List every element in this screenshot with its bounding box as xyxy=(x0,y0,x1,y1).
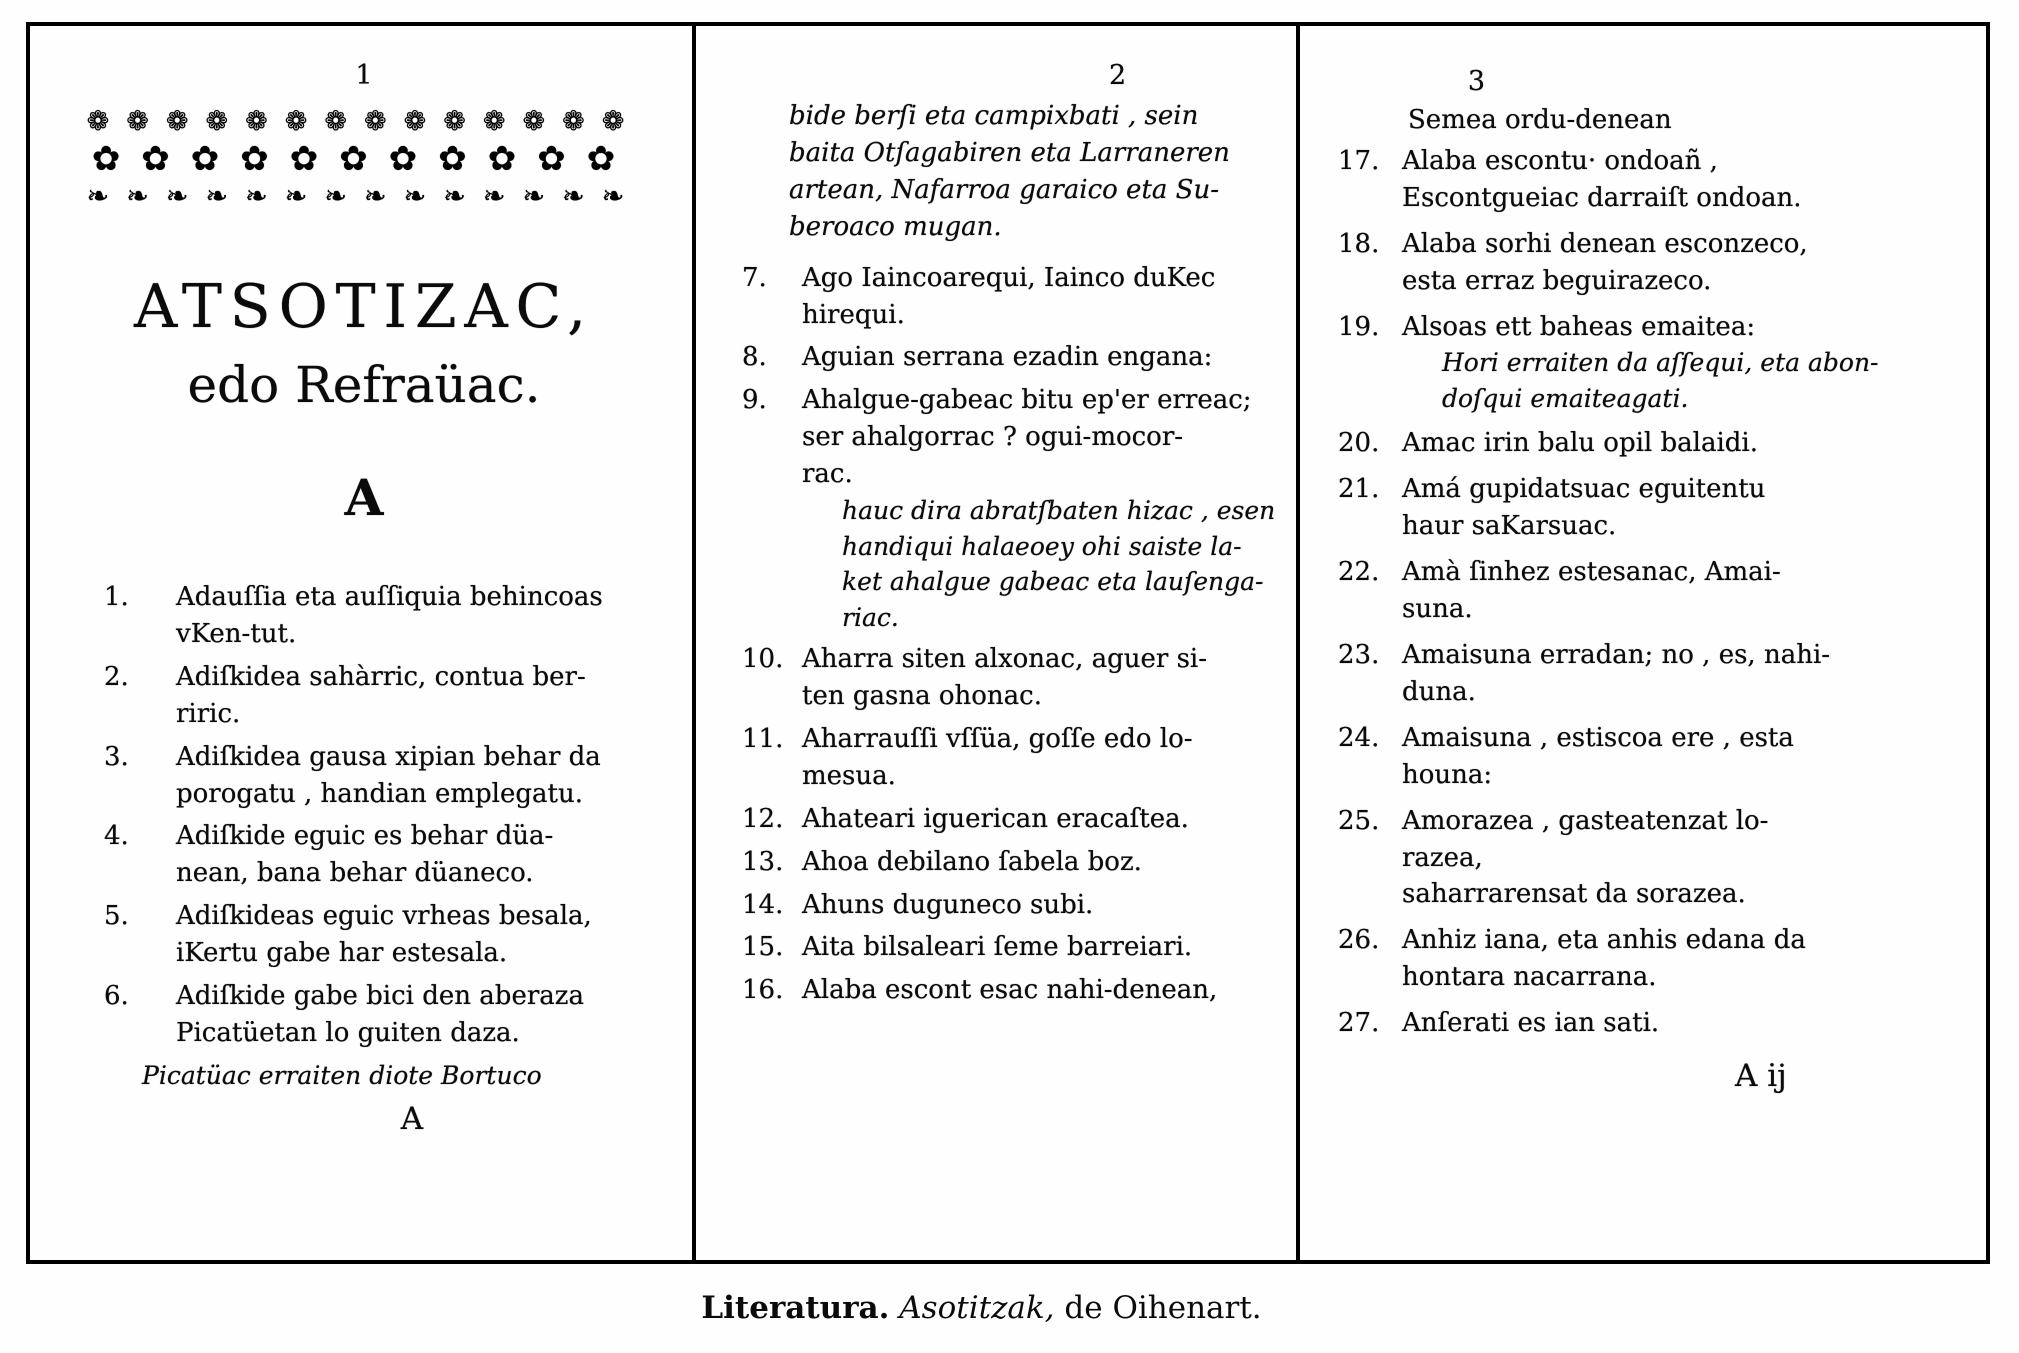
italic-line: baita Otſagabiren eta Larraneren xyxy=(789,137,1230,168)
proverb-entry xyxy=(1328,803,1964,914)
entry-line: Ahateari iguerican eracaſtea. xyxy=(802,803,1189,834)
proverb-entry xyxy=(724,972,1274,1009)
entry-number: 25. xyxy=(1338,805,1380,836)
proverb-list-2 xyxy=(724,260,1274,1010)
entry-line: esta erraz beguirazeco. xyxy=(1402,265,1712,296)
entry-lines xyxy=(176,978,670,1052)
entry-line: mesua. xyxy=(802,760,896,791)
entry-lines xyxy=(1402,720,1964,794)
entry-lines xyxy=(802,844,1274,881)
proverb-entry xyxy=(724,339,1274,376)
entry-number: 13. xyxy=(742,846,784,877)
entry-lines xyxy=(1402,554,1964,628)
signature-mark-a: A xyxy=(400,1101,424,1138)
entry-number: 15. xyxy=(742,932,784,963)
section-letter-a: A xyxy=(344,468,384,527)
proverb-entry xyxy=(724,844,1274,881)
entry-number: 14. xyxy=(742,889,784,920)
footnote-italic: Picatüac erraiten diote Bortuco xyxy=(142,1060,542,1090)
proverb-list-3 xyxy=(1328,143,1964,1042)
entry-line: vKen-tut. xyxy=(176,618,297,649)
entry-line: ser ahalgorrac ? ogui-mocor- xyxy=(802,422,1184,453)
entry-commentary-line: handiqui halaeoey ohi saiste la- xyxy=(842,531,1242,561)
entry-lines xyxy=(1402,922,1964,996)
entry-commentary-line: ket ahalgue gabeac eta lauſenga- xyxy=(842,567,1264,597)
entry-lines xyxy=(1402,226,1964,300)
ornament-row: ✿✿✿✿✿✿✿✿✿✿✿ xyxy=(91,142,637,176)
entry-lines xyxy=(176,659,670,733)
entry-number: 10. xyxy=(742,644,784,675)
proverb-entry xyxy=(1328,922,1964,996)
entry-lines xyxy=(1402,471,1964,545)
proverb-entry xyxy=(1328,425,1964,462)
entry-lines xyxy=(176,818,670,892)
proverb-entry xyxy=(1328,637,1964,711)
entry-lines xyxy=(802,382,1274,635)
entry-line: ten gasna ohonac. xyxy=(802,680,1042,711)
entry-line: riric. xyxy=(176,698,241,729)
entry-lines xyxy=(802,972,1274,1009)
italic-line: artean, Nafarroa garaico eta Su- xyxy=(789,174,1220,205)
entry-line: iKertu gabe har estesala. xyxy=(176,938,508,969)
ornament-row: ❧❧❧❧❧❧❧❧❧❧❧❧❧❧ xyxy=(86,183,642,210)
entry-line: Adiſkidea sahàrric, contua ber- xyxy=(176,661,586,692)
entry-lines xyxy=(802,801,1274,838)
entry-line: houna: xyxy=(1402,759,1493,790)
entry-line: nean, bana behar düaneco. xyxy=(176,858,534,889)
entry-number: 3. xyxy=(104,741,129,772)
entry-lines xyxy=(176,739,670,813)
book-title: ATSOTIZAC, xyxy=(134,272,594,342)
entry-line: Escontgueiac darraiſt ondoan. xyxy=(1402,182,1802,213)
entry-number: 19. xyxy=(1338,311,1380,342)
entry-line: Adiſkidea gausa xipian behar da xyxy=(176,741,601,772)
proverb-entry xyxy=(58,898,670,972)
entry-line: Alsoas ett baheas emaitea: xyxy=(1402,311,1756,342)
entry-lines xyxy=(1402,309,1964,417)
entry-lines xyxy=(1402,637,1964,711)
entry-lines xyxy=(802,887,1274,924)
proverb-entry xyxy=(1328,720,1964,794)
entry-number: 8. xyxy=(742,342,767,373)
caption-work-title: Asotitzak, xyxy=(889,1290,1055,1326)
entry-lines xyxy=(802,641,1274,715)
entry-number: 4. xyxy=(104,821,129,852)
entry-number: 27. xyxy=(1338,1008,1380,1039)
proverb-entry xyxy=(58,659,670,733)
entry-number: 5. xyxy=(104,901,129,932)
entry-number: 12. xyxy=(742,803,784,834)
book-subtitle: edo Refraüac. xyxy=(187,356,541,414)
signature-mark-aij: A ij xyxy=(1735,1058,1787,1095)
entry-line: Anhiz iana, eta anhis edana da xyxy=(1402,925,1806,956)
entry-lines xyxy=(802,721,1274,795)
entry-line: Aharra siten alxonac, aguer si- xyxy=(802,644,1208,675)
entry-line: Aharrauſſi vſſüa, goſſe edo lo- xyxy=(802,723,1193,754)
entry-line: Amà ſinhez estesanac, Amai- xyxy=(1402,557,1781,588)
entry-lines xyxy=(1402,143,1964,217)
entry-line: Picatüetan lo guiten daza. xyxy=(176,1017,520,1048)
entry-line: razea, xyxy=(1402,842,1483,873)
caption-author: de Oihenart. xyxy=(1054,1290,1262,1326)
proverb-entry xyxy=(724,929,1274,966)
page-frame xyxy=(26,22,1990,1264)
entry-lines xyxy=(1402,425,1964,462)
entry-number: 26. xyxy=(1338,925,1380,956)
entry-commentary-line: Hori erraiten da aſſequi, eta abon- xyxy=(1442,348,1879,378)
entry-lines xyxy=(1402,803,1964,914)
entry-line: Anſerati es ian sati. xyxy=(1402,1008,1660,1039)
proverb-entry xyxy=(724,801,1274,838)
page-number-3: 3 xyxy=(1467,66,1486,97)
proverb-list-1 xyxy=(58,579,670,1052)
proverb-entry xyxy=(1328,554,1964,628)
entry-lines xyxy=(802,260,1274,334)
entry-line: Adiſkideas eguic vrheas besala, xyxy=(176,901,592,932)
entry-commentary-line: hauc dira abratſbaten hizac , esen xyxy=(842,496,1276,526)
caption-label: Literatura. xyxy=(701,1290,890,1326)
entry-line: hontara nacarrana. xyxy=(1402,962,1657,993)
entry-line: Aita bilsaleari ſeme barreiari. xyxy=(802,932,1193,963)
page-number-1: 1 xyxy=(355,60,373,91)
entry-number: 24. xyxy=(1338,722,1380,753)
entry-line: haur saKarsuac. xyxy=(1402,511,1617,542)
entry-line: hirequi. xyxy=(802,299,905,330)
entry-lines xyxy=(176,898,670,972)
entry-lines xyxy=(176,579,670,653)
entry-line: Adauſſia eta auſſiquia behincoas xyxy=(176,582,603,612)
entry-line: Adiſkide eguic es behar düa- xyxy=(176,821,554,852)
italic-line: bide berſi eta campixbati , sein xyxy=(789,101,1199,131)
entry-line: suna. xyxy=(1402,594,1473,625)
entry-line: Alaba sorhi denean esconzeco, xyxy=(1402,228,1808,259)
proverb-entry xyxy=(724,382,1274,635)
proverb-entry xyxy=(724,887,1274,924)
proverb-entry xyxy=(58,579,670,653)
figure-caption xyxy=(0,1290,1991,1326)
entry-line: Ahalgue-gabeac bitu ep'er erreac; xyxy=(802,385,1252,416)
proverb-entry xyxy=(724,721,1274,795)
proverb-entry xyxy=(58,818,670,892)
entry-line: Amá gupidatsuac eguitentu xyxy=(1402,474,1766,505)
proverb-entry xyxy=(1328,1005,1964,1042)
book-page-1 xyxy=(30,26,692,1260)
italic-line: beroaco mugan. xyxy=(789,211,1002,242)
entry-lines xyxy=(802,929,1274,966)
entry-line: Adiſkide gabe bici den aberaza xyxy=(176,981,584,1012)
entry-number: 7. xyxy=(742,262,767,293)
entry-lines xyxy=(1402,1005,1964,1042)
entry-line: Ahuns duguneco subi. xyxy=(802,889,1094,920)
entry-commentary-line: riac. xyxy=(842,602,899,632)
entry-number: 23. xyxy=(1338,639,1380,670)
entry-number: 11. xyxy=(742,723,784,754)
proverb-entry xyxy=(58,739,670,813)
proverb-entry xyxy=(1328,471,1964,545)
entry-number: 2. xyxy=(104,661,129,692)
proverb-entry xyxy=(724,641,1274,715)
entry-number: 1. xyxy=(104,582,129,612)
entry-line: saharrarensat da sorazea. xyxy=(1402,879,1746,910)
proverb-entry xyxy=(1328,143,1964,217)
entry-line: rac. xyxy=(802,459,853,490)
continued-italic-passage xyxy=(789,98,1274,246)
ornament-band xyxy=(67,108,661,210)
entry-line: Amorazea , gasteatenzat lo- xyxy=(1402,805,1769,836)
proverb-entry xyxy=(1328,309,1964,417)
entry-number: 20. xyxy=(1338,428,1380,459)
entry-lines xyxy=(802,339,1274,376)
entry-number: 16. xyxy=(742,975,784,1006)
proverb-entry xyxy=(58,978,670,1052)
continued-line: Semea ordu-denean xyxy=(1408,105,1672,135)
entry-number: 18. xyxy=(1338,228,1380,259)
entry-number: 9. xyxy=(742,385,767,416)
proverb-entry xyxy=(1328,226,1964,300)
entry-line: Amaisuna erradan; no , es, nahi- xyxy=(1402,639,1831,670)
entry-line: Amaisuna , estiscoa ere , esta xyxy=(1402,722,1794,753)
entry-line: duna. xyxy=(1402,676,1476,707)
entry-number: 21. xyxy=(1338,474,1380,505)
book-page-2 xyxy=(692,26,1300,1260)
entry-line: Ahoa debilano ſabela boz. xyxy=(802,846,1142,877)
book-page-3 xyxy=(1300,26,1986,1260)
entry-number: 6. xyxy=(104,981,129,1012)
page-number-2: 2 xyxy=(1109,60,1127,91)
entry-line: Aguian serrana ezadin engana: xyxy=(802,342,1213,373)
entry-commentary-line: doſqui emaiteagati. xyxy=(1442,383,1689,413)
entry-number: 17. xyxy=(1338,145,1380,176)
entry-line: Ago Iaincoarequi, Iainco duKec xyxy=(802,262,1216,293)
ornament-row: ❁❁❁❁❁❁❁❁❁❁❁❁❁❁ xyxy=(86,108,642,135)
entry-line: Amac irin balu opil balaidi. xyxy=(1402,428,1758,459)
entry-line: porogatu , handian emplegatu. xyxy=(176,778,583,809)
proverb-entry xyxy=(724,260,1274,334)
entry-line: Alaba escont esac nahi-denean, xyxy=(802,975,1218,1006)
entry-line: Alaba escontu· ondoañ , xyxy=(1402,145,1718,176)
entry-number: 22. xyxy=(1338,557,1380,588)
